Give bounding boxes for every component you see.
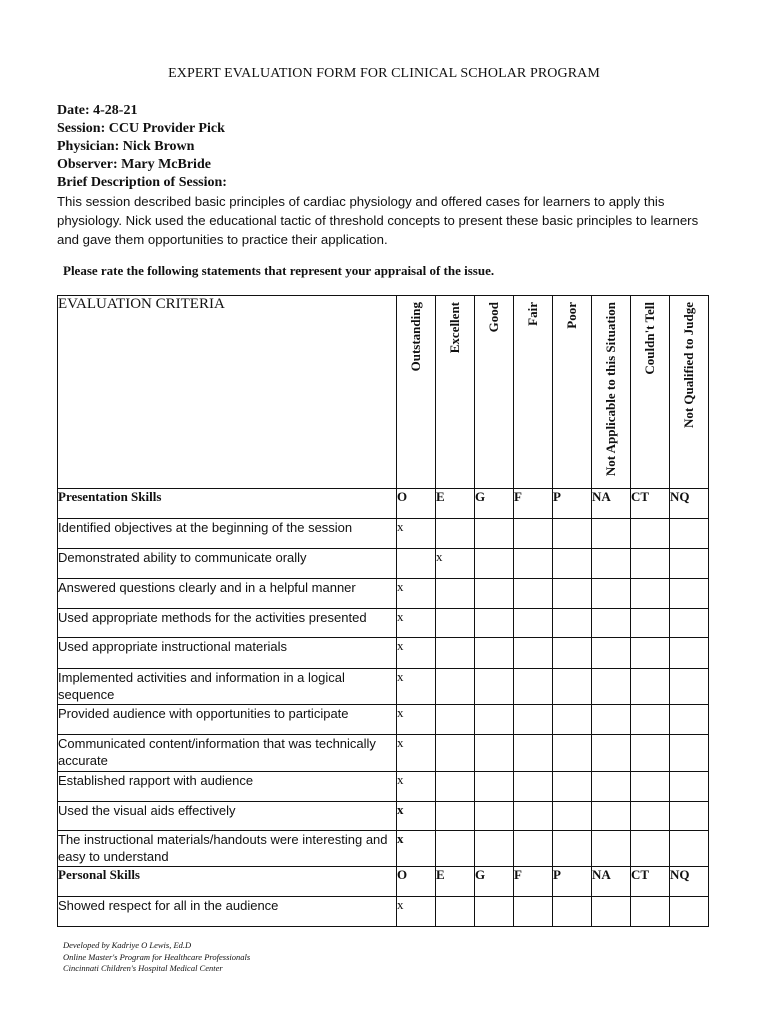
rating-cell[interactable]	[592, 519, 631, 549]
rating-code: NA	[592, 867, 631, 897]
criteria-text: The instructional materials/handouts were interesting and easy to understand	[58, 831, 397, 867]
rating-header	[631, 296, 670, 489]
rating-cell[interactable]	[592, 831, 631, 867]
rating-code: F	[514, 489, 553, 519]
rating-cell[interactable]	[514, 609, 553, 638]
rating-cell[interactable]	[670, 772, 709, 802]
rating-cell[interactable]: x	[397, 831, 436, 867]
rating-header-label: Good	[486, 302, 501, 333]
rating-cell[interactable]	[553, 705, 592, 735]
rating-cell[interactable]	[631, 735, 670, 772]
rating-cell[interactable]	[514, 638, 553, 669]
rating-cell[interactable]	[436, 638, 475, 669]
rating-cell[interactable]	[397, 549, 436, 579]
description-label: Brief Description of Session:	[57, 175, 227, 190]
rating-code: NA	[592, 489, 631, 519]
rating-cell[interactable]: x	[397, 772, 436, 802]
rating-cell[interactable]	[475, 669, 514, 705]
criteria-text: Provided audience with opportunities to participate	[58, 705, 397, 735]
rating-cell[interactable]	[553, 549, 592, 579]
rating-cell[interactable]	[514, 579, 553, 609]
rating-cell[interactable]	[553, 669, 592, 705]
rating-cell[interactable]	[553, 802, 592, 831]
footer-credits	[63, 940, 250, 975]
rating-code: F	[514, 867, 553, 897]
rating-cell[interactable]	[670, 669, 709, 705]
rating-cell[interactable]: x	[397, 897, 436, 927]
rating-header	[397, 296, 436, 489]
rating-cell[interactable]	[631, 549, 670, 579]
rating-cell[interactable]	[475, 549, 514, 579]
rating-cell[interactable]	[514, 519, 553, 549]
rating-cell[interactable]	[475, 519, 514, 549]
criteria-row	[58, 669, 709, 705]
rating-code: CT	[631, 489, 670, 519]
rating-cell[interactable]	[631, 638, 670, 669]
section-title: Presentation Skills	[58, 489, 397, 519]
rating-header	[475, 296, 514, 489]
criteria-text: Implemented activities and information in a logical sequence	[58, 669, 397, 705]
rating-code: E	[436, 489, 475, 519]
rating-code: P	[553, 489, 592, 519]
criteria-text: Established rapport with audience	[58, 772, 397, 802]
physician-line: Physician: Nick Brown	[57, 139, 195, 154]
rating-cell[interactable]	[475, 897, 514, 927]
rating-code: O	[397, 867, 436, 897]
criteria-row	[58, 638, 709, 669]
criteria-text: Identified objectives at the beginning of the session	[58, 519, 397, 549]
rating-header-label: Excellent	[447, 302, 462, 354]
table-header-row	[58, 296, 709, 489]
rating-cell[interactable]	[670, 549, 709, 579]
criteria-header: EVALUATION CRITERIA	[58, 296, 397, 489]
criteria-row	[58, 802, 709, 831]
rating-code: G	[475, 867, 514, 897]
rating-cell[interactable]	[475, 735, 514, 772]
criteria-text: Used the visual aids effectively	[58, 802, 397, 831]
rating-header-label: Couldn't Tell	[642, 302, 657, 375]
rating-cell[interactable]	[436, 519, 475, 549]
observer-line: Observer: Mary McBride	[57, 157, 211, 172]
rating-header-label: Outstanding	[408, 302, 423, 372]
rating-cell[interactable]	[553, 772, 592, 802]
rating-cell[interactable]	[631, 831, 670, 867]
rating-code: E	[436, 867, 475, 897]
rating-cell[interactable]	[514, 772, 553, 802]
footer-line: Cincinnati Children's Hospital Medical Center	[63, 963, 223, 973]
rating-cell[interactable]	[631, 897, 670, 927]
rating-cell[interactable]	[475, 579, 514, 609]
rating-cell[interactable]: x	[397, 519, 436, 549]
criteria-row	[58, 519, 709, 549]
rating-cell[interactable]	[475, 705, 514, 735]
rating-cell[interactable]	[553, 897, 592, 927]
rating-cell[interactable]	[670, 579, 709, 609]
rating-cell[interactable]	[553, 638, 592, 669]
rating-header	[514, 296, 553, 489]
criteria-text: Communicated content/information that was technically accurate	[58, 735, 397, 772]
session-details	[57, 102, 707, 249]
rating-cell[interactable]	[475, 831, 514, 867]
criteria-text: Demonstrated ability to communicate orally	[58, 549, 397, 579]
criteria-row	[58, 549, 709, 579]
rating-code: P	[553, 867, 592, 897]
rating-cell[interactable]	[631, 705, 670, 735]
rating-cell[interactable]	[436, 897, 475, 927]
rating-cell[interactable]	[631, 609, 670, 638]
rating-header-label: Not Applicable to this Situation	[603, 302, 618, 477]
rating-cell[interactable]	[670, 638, 709, 669]
rating-cell[interactable]	[592, 579, 631, 609]
rating-cell[interactable]	[436, 669, 475, 705]
criteria-row	[58, 705, 709, 735]
rating-cell[interactable]	[514, 735, 553, 772]
criteria-text: Answered questions clearly and in a helpful manner	[58, 579, 397, 609]
table-body	[58, 489, 709, 927]
rating-header-label: Not Qualified to Judge	[681, 302, 696, 429]
rating-cell[interactable]	[670, 831, 709, 867]
rating-cell[interactable]	[436, 735, 475, 772]
rating-cell[interactable]	[670, 802, 709, 831]
rating-header-label: Fair	[525, 302, 540, 326]
rating-cell[interactable]	[670, 897, 709, 927]
rating-header	[670, 296, 709, 489]
section-row	[58, 867, 709, 897]
rating-cell[interactable]	[514, 705, 553, 735]
criteria-row	[58, 735, 709, 772]
rating-cell[interactable]	[475, 609, 514, 638]
rating-cell[interactable]	[592, 549, 631, 579]
rating-cell[interactable]	[514, 549, 553, 579]
criteria-text: Showed respect for all in the audience	[58, 897, 397, 927]
criteria-row	[58, 897, 709, 927]
rating-instruction: Please rate the following statements that represent your appraisal of the issue.	[63, 263, 495, 278]
rating-cell[interactable]	[631, 519, 670, 549]
rating-cell[interactable]	[553, 519, 592, 549]
rating-cell[interactable]	[670, 735, 709, 772]
rating-cell[interactable]	[553, 735, 592, 772]
rating-cell[interactable]	[592, 735, 631, 772]
session-line: Session: CCU Provider Pick	[57, 121, 225, 136]
rating-code: NQ	[670, 867, 709, 897]
rating-cell[interactable]	[670, 705, 709, 735]
footer-line: Developed by Kadriye O Lewis, Ed.D	[63, 940, 192, 950]
date-line: Date: 4-28-21	[57, 103, 138, 118]
rating-cell[interactable]	[592, 705, 631, 735]
criteria-text: Used appropriate instructional materials	[58, 638, 397, 669]
rating-cell[interactable]	[475, 638, 514, 669]
rating-cell[interactable]	[514, 897, 553, 927]
criteria-row	[58, 772, 709, 802]
rating-cell[interactable]	[514, 669, 553, 705]
rating-cell[interactable]: x	[397, 609, 436, 638]
rating-cell[interactable]	[592, 802, 631, 831]
section-title: Personal Skills	[58, 867, 397, 897]
rating-cell[interactable]	[631, 669, 670, 705]
rating-cell[interactable]: x	[397, 802, 436, 831]
rating-cell[interactable]	[670, 609, 709, 638]
rating-cell[interactable]	[592, 638, 631, 669]
criteria-text: Used appropriate methods for the activities presented	[58, 609, 397, 638]
rating-cell[interactable]	[514, 802, 553, 831]
rating-cell[interactable]: x	[436, 549, 475, 579]
rating-cell[interactable]	[553, 831, 592, 867]
rating-cell[interactable]: x	[397, 638, 436, 669]
rating-cell[interactable]	[592, 772, 631, 802]
rating-cell[interactable]: x	[397, 705, 436, 735]
criteria-row	[58, 831, 709, 867]
rating-cell[interactable]	[592, 609, 631, 638]
rating-code: CT	[631, 867, 670, 897]
evaluation-table	[57, 295, 709, 927]
rating-cell[interactable]	[436, 802, 475, 831]
rating-cell[interactable]	[514, 831, 553, 867]
rating-cell[interactable]: x	[397, 735, 436, 772]
session-description: This session described basic principles of cardiac physiology and offered cases for learners to apply this physiology. Nick used the educational tactic of threshold concepts to present these basic principles to learners and gave them opportunities to practice their application.	[57, 194, 699, 247]
rating-header	[553, 296, 592, 489]
rating-cell[interactable]	[436, 705, 475, 735]
rating-code: NQ	[670, 489, 709, 519]
rating-cell[interactable]	[553, 579, 592, 609]
rating-header-label: Poor	[564, 302, 579, 329]
rating-cell[interactable]	[592, 897, 631, 927]
section-row	[58, 489, 709, 519]
rating-cell[interactable]	[631, 802, 670, 831]
rating-cell[interactable]: x	[397, 579, 436, 609]
rating-cell[interactable]	[436, 772, 475, 802]
criteria-row	[58, 609, 709, 638]
rating-cell[interactable]	[553, 609, 592, 638]
criteria-row	[58, 579, 709, 609]
rating-cell[interactable]	[475, 772, 514, 802]
rating-cell[interactable]	[631, 772, 670, 802]
form-title: EXPERT EVALUATION FORM FOR CLINICAL SCHOLAR PROGRAM	[168, 66, 600, 81]
footer-line: Online Master's Program for Healthcare Professionals	[63, 951, 251, 962]
rating-cell[interactable]	[631, 579, 670, 609]
rating-cell[interactable]	[592, 669, 631, 705]
rating-header	[592, 296, 631, 489]
rating-cell[interactable]	[475, 802, 514, 831]
rating-cell[interactable]: x	[397, 669, 436, 705]
rating-cell[interactable]	[436, 831, 475, 867]
rating-cell[interactable]	[436, 579, 475, 609]
rating-cell[interactable]	[436, 609, 475, 638]
rating-header	[436, 296, 475, 489]
rating-code: O	[397, 489, 436, 519]
rating-cell[interactable]	[670, 519, 709, 549]
rating-code: G	[475, 489, 514, 519]
